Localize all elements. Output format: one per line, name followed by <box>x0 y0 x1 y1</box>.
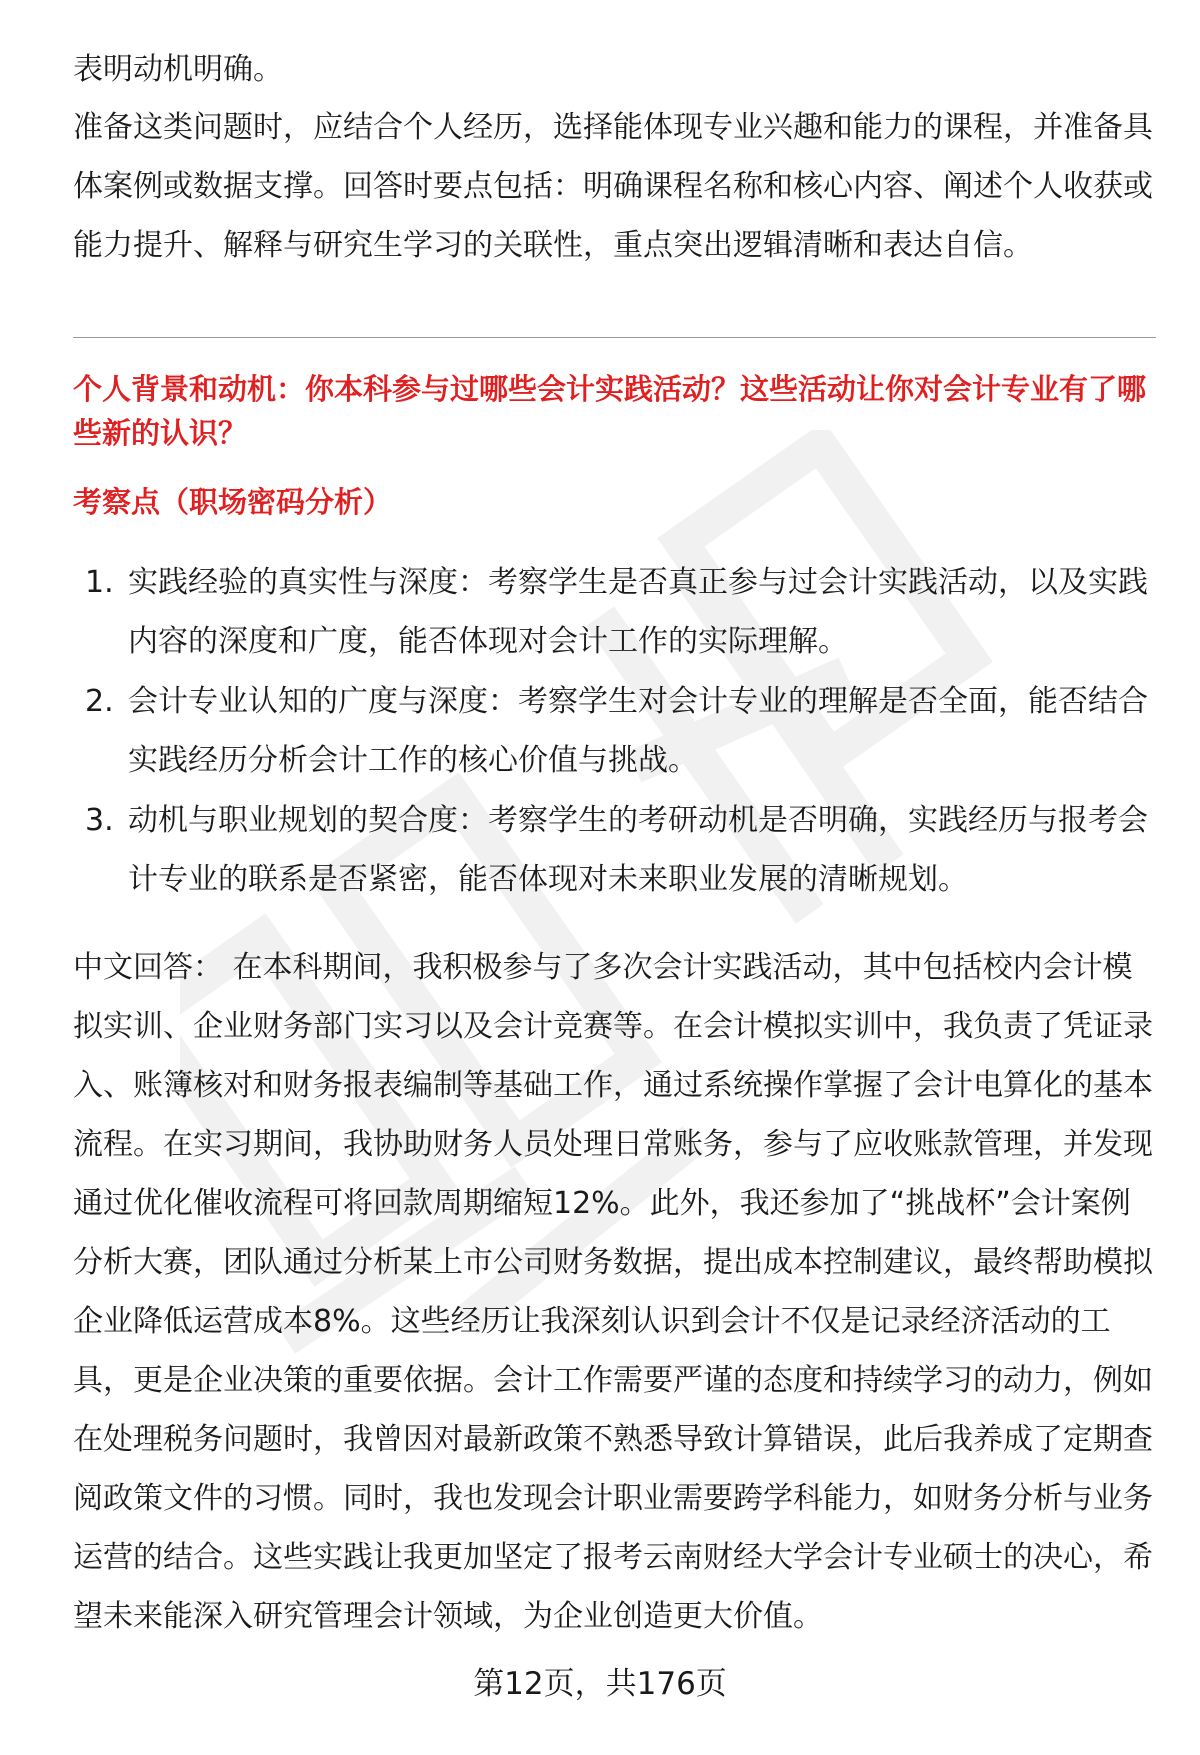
assessment-subheading: 考察点（职场密码分析） <box>73 485 393 519</box>
point-number: 2. <box>85 684 114 719</box>
assessment-point-list <box>73 553 1153 910</box>
point-number: 1. <box>85 565 114 600</box>
intro-line: 表明动机明确。 <box>73 52 283 87</box>
page-number: 第12页，共176页 <box>473 1666 727 1702</box>
point-text: 会计专业认知的广度与深度：考察学生对会计专业的理解是否全面，能否结合实践经历分析会计工作的核心价值与挑战。 <box>128 684 1148 778</box>
assessment-point <box>73 672 1153 790</box>
assessment-point <box>73 791 1153 909</box>
answer-paragraph: 中文回答： 在本科期间，我积极参与了多次会计实践活动，其中包括校内会计模拟实训、企业财务部门实习以及会计竞赛等。在会计模拟实训中，我负责了凭证录入、账簿核对和财务报表编制等基础工作，通过系统操作掌握了会计电算化的基本流程。在实习期间，我协助财务人员处理日常账务，参与了应收账款管理，并发现通过优化催收流程可将回款周期缩短12%。此外，我还参加了“挑战杯”会计案例分析大赛，团队通过分析某上市公司财务数据，提出成本控制建议，最终帮助模拟企业降低运营成本8%。这些经历让我深刻认识到会计不仅是记录经济活动的工具，更是企业决策的重要依据。会计工作需要严谨的态度和持续学习的动力，例如在处理税务问题时，我曾因对最新政策不熟悉导致计算错误，此后我养成了定期查阅政策文件的习惯。同时，我也发现会计职业需要跨学科能力，如财务分析与业务运营的结合。这些实践让我更加坚定了报考云南财经大学会计专业硕士的决心，希望未来能深入研究管理会计领域，为企业创造更大价值。 <box>73 950 1153 1634</box>
intro-paragraph: 准备这类问题时，应结合个人经历，选择能体现专业兴趣和能力的课程，并准备具体案例或数据支撑。回答时要点包括：明确课程名称和核心内容、阐述个人收获或能力提升、解释与研究生学习的关联性，重点突出逻辑清晰和表达自信。 <box>73 110 1153 263</box>
point-number: 3. <box>85 803 114 838</box>
question-heading: 个人背景和动机：你本科参与过哪些会计实践活动？这些活动让你对会计专业有了哪些新的认识？ <box>73 372 1147 450</box>
point-text: 动机与职业规划的契合度：考察学生的考研动机是否明确，实践经历与报考会计专业的联系是否紧密，能否体现对未来职业发展的清晰规划。 <box>128 803 1148 897</box>
assessment-point <box>73 553 1153 671</box>
section-divider <box>73 337 1156 338</box>
point-text: 实践经验的真实性与深度：考察学生是否真正参与过会计实践活动，以及实践内容的深度和广度，能否体现对会计工作的实际理解。 <box>128 565 1148 659</box>
